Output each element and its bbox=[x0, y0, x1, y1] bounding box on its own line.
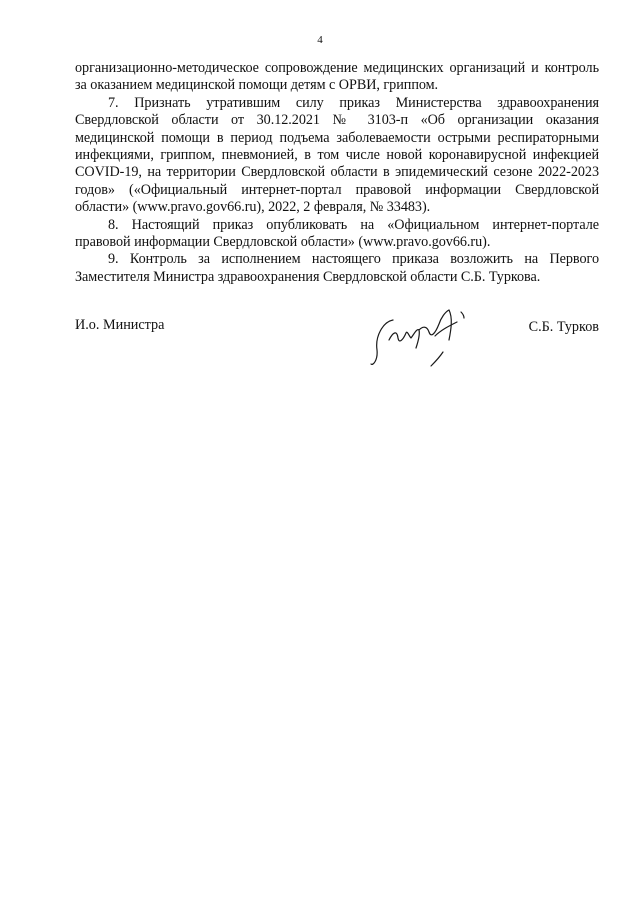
document-body bbox=[75, 60, 599, 286]
signatory-name: С.Б. Турков bbox=[528, 319, 599, 335]
paragraph-item-7: 7. Признать утратившим силу приказ Министерства здравоохранения Свердловской области от 30.12.2021 № 3103-п «Об организации оказания медицинской помощи в период подъема заболеваемости острыми респираторными инфекциями, гриппом, пневмонией, в том числе новой коронавирусной инфекцией COVID-19, на территории Свердловской области в эпидемический сезоне 2022-2023 годов» («Официальный интернет-портал правовой информации Свердловской области» (www.pravo.gov66.ru), 2022, 2 февраля, № 33483). bbox=[75, 94, 599, 216]
signature-block bbox=[75, 300, 599, 370]
signatory-title: И.о. Министра bbox=[75, 317, 165, 333]
paragraph-item-9: 9. Контроль за исполнением настоящего приказа возложить на Первого Заместителя Министра здравоохранения Свердловской области С.Б. Туркова. bbox=[75, 251, 599, 285]
handwritten-signature bbox=[365, 300, 495, 372]
page-number: 4 bbox=[317, 34, 323, 46]
paragraph-continuation: организационно-методическое сопровождение медицинских организаций и контроль за оказанием медицинской помощи детям с ОРВИ, гриппом. bbox=[75, 60, 599, 94]
paragraph-item-8: 8. Настоящий приказ опубликовать на «Официальном интернет-портале правовой информации Свердловской области» (www.pravo.gov66.ru). bbox=[75, 216, 599, 251]
